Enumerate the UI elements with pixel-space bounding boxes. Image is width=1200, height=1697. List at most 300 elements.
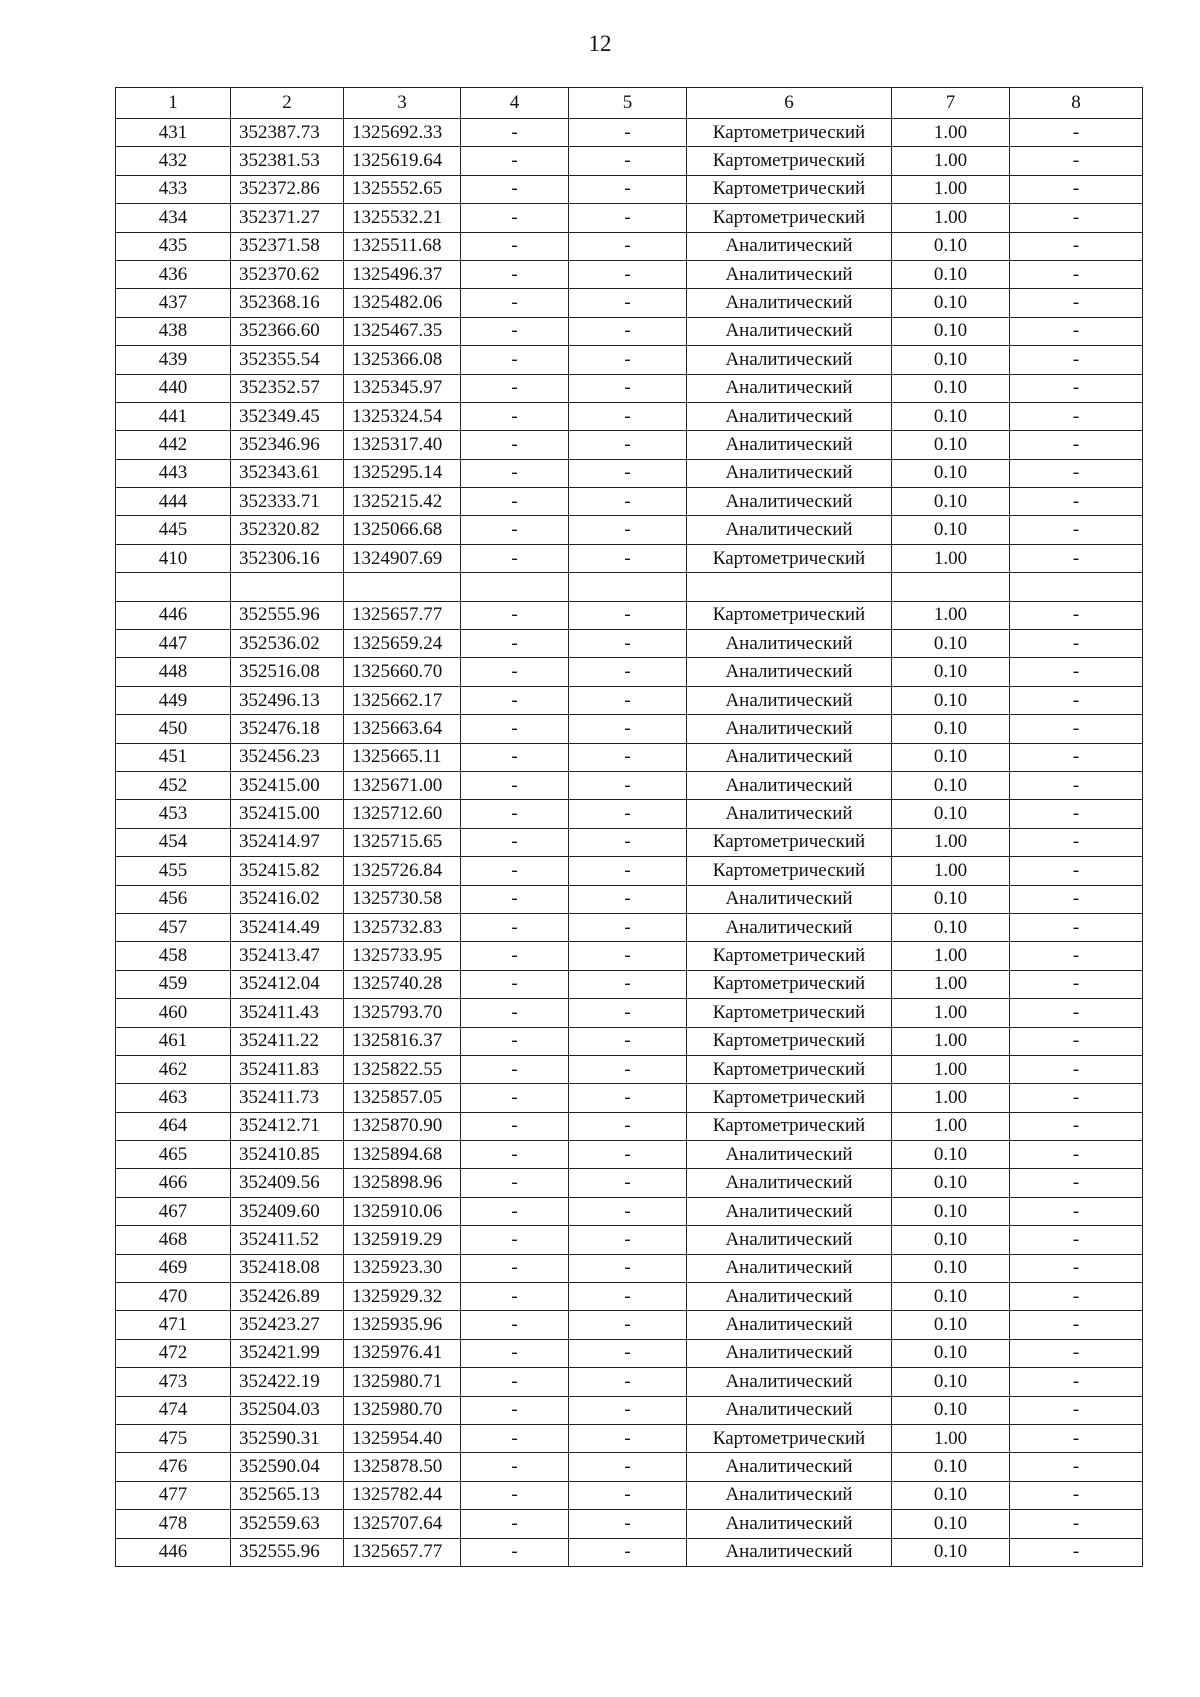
coordinate-x-cell: 352504.03 — [231, 1396, 344, 1424]
point-number-cell: 454 — [116, 828, 231, 856]
col-5-cell: - — [569, 374, 687, 402]
col-4-cell: - — [461, 630, 569, 658]
coordinate-x-cell: 352426.89 — [231, 1283, 344, 1311]
method-cell: Аналитический — [687, 402, 892, 430]
coordinate-x-cell: 352410.85 — [231, 1141, 344, 1169]
point-number-cell: 466 — [116, 1169, 231, 1197]
coordinate-y-cell: 1325324.54 — [344, 402, 461, 430]
coordinate-x-cell: 352411.22 — [231, 1027, 344, 1055]
col-4-cell: - — [461, 459, 569, 487]
col-5-cell: - — [569, 1424, 687, 1452]
col-4-cell: - — [461, 232, 569, 260]
accuracy-cell: 0.10 — [892, 658, 1010, 686]
method-cell: Аналитический — [687, 1481, 892, 1509]
coordinate-x-cell: 352370.62 — [231, 260, 344, 288]
point-number-cell: 472 — [116, 1339, 231, 1367]
coordinate-x-cell: 352555.96 — [231, 601, 344, 629]
point-number-cell: 410 — [116, 544, 231, 572]
col-8-cell: - — [1010, 1112, 1143, 1140]
table-row — [116, 1169, 1143, 1197]
method-cell: Картометрический — [687, 999, 892, 1027]
table-row — [116, 459, 1143, 487]
accuracy-cell: 0.10 — [892, 630, 1010, 658]
accuracy-cell: 0.10 — [892, 743, 1010, 771]
method-cell: Аналитический — [687, 289, 892, 317]
coordinate-y-cell: 1325532.21 — [344, 204, 461, 232]
table-row — [116, 402, 1143, 430]
col-4-cell: - — [461, 289, 569, 317]
col-8-cell: - — [1010, 374, 1143, 402]
col-4-cell: - — [461, 771, 569, 799]
accuracy-cell: 1.00 — [892, 942, 1010, 970]
col-8-cell: - — [1010, 857, 1143, 885]
accuracy-cell: 1.00 — [892, 857, 1010, 885]
header-cell-4: 4 — [461, 88, 569, 119]
point-number-cell: 440 — [116, 374, 231, 402]
accuracy-cell: 0.10 — [892, 1481, 1010, 1509]
col-8-cell: - — [1010, 544, 1143, 572]
coordinate-y-cell: 1325730.58 — [344, 885, 461, 913]
point-number-cell: 438 — [116, 317, 231, 345]
coordinate-x-cell: 352456.23 — [231, 743, 344, 771]
col-5-cell: - — [569, 771, 687, 799]
col-4-cell: - — [461, 1169, 569, 1197]
coordinate-y-cell: 1325066.68 — [344, 516, 461, 544]
col-5-cell: - — [569, 1368, 687, 1396]
header-cell-3: 3 — [344, 88, 461, 119]
accuracy-cell: 1.00 — [892, 147, 1010, 175]
table-row — [116, 658, 1143, 686]
accuracy-cell: 0.10 — [892, 488, 1010, 516]
point-number-cell: 443 — [116, 459, 231, 487]
table-row — [116, 1311, 1143, 1339]
table-row — [116, 686, 1143, 714]
table-row — [116, 743, 1143, 771]
col-5-cell: - — [569, 1339, 687, 1367]
point-number-cell: 471 — [116, 1311, 231, 1339]
col-8-cell: - — [1010, 232, 1143, 260]
col-5-cell: - — [569, 232, 687, 260]
col-5-cell: - — [569, 715, 687, 743]
point-number-cell: 464 — [116, 1112, 231, 1140]
col-4-cell: - — [461, 1226, 569, 1254]
accuracy-cell: 0.10 — [892, 459, 1010, 487]
method-cell: Аналитический — [687, 630, 892, 658]
coordinate-x-cell: 352416.02 — [231, 885, 344, 913]
col-8-cell: - — [1010, 658, 1143, 686]
col-4-cell: - — [461, 1254, 569, 1282]
accuracy-cell: 0.10 — [892, 1226, 1010, 1254]
coordinate-x-cell: 352414.49 — [231, 913, 344, 941]
accuracy-cell — [892, 573, 1010, 601]
coordinate-x-cell: 352387.73 — [231, 119, 344, 147]
method-cell: Аналитический — [687, 1283, 892, 1311]
coordinate-x-cell: 352346.96 — [231, 431, 344, 459]
coordinate-x-cell: 352366.60 — [231, 317, 344, 345]
col-8-cell: - — [1010, 743, 1143, 771]
col-8-cell: - — [1010, 1141, 1143, 1169]
accuracy-cell: 1.00 — [892, 1112, 1010, 1140]
coordinate-y-cell: 1325919.29 — [344, 1226, 461, 1254]
coordinate-y-cell: 1325923.30 — [344, 1254, 461, 1282]
table-row — [116, 260, 1143, 288]
coordinate-x-cell: 352411.73 — [231, 1084, 344, 1112]
point-number-cell: 446 — [116, 1538, 231, 1566]
point-number-cell — [116, 573, 231, 601]
col-8-cell: - — [1010, 1368, 1143, 1396]
point-number-cell: 475 — [116, 1424, 231, 1452]
point-number-cell: 446 — [116, 601, 231, 629]
coordinate-y-cell: 1325511.68 — [344, 232, 461, 260]
col-4-cell: - — [461, 1424, 569, 1452]
method-cell: Аналитический — [687, 1141, 892, 1169]
method-cell: Аналитический — [687, 346, 892, 374]
col-4-cell: - — [461, 516, 569, 544]
col-5-cell: - — [569, 828, 687, 856]
accuracy-cell: 1.00 — [892, 1084, 1010, 1112]
col-5-cell: - — [569, 1027, 687, 1055]
table-row — [116, 715, 1143, 743]
coordinate-y-cell: 1325910.06 — [344, 1197, 461, 1225]
method-cell: Аналитический — [687, 715, 892, 743]
method-cell — [687, 573, 892, 601]
point-number-cell: 449 — [116, 686, 231, 714]
col-5-cell: - — [569, 1396, 687, 1424]
table-row — [116, 1368, 1143, 1396]
col-4-cell: - — [461, 260, 569, 288]
col-8-cell: - — [1010, 260, 1143, 288]
col-5-cell: - — [569, 970, 687, 998]
table-row — [116, 346, 1143, 374]
col-4-cell: - — [461, 743, 569, 771]
col-5-cell — [569, 573, 687, 601]
col-5-cell: - — [569, 1481, 687, 1509]
col-4-cell: - — [461, 800, 569, 828]
coordinates-table — [115, 87, 1143, 1567]
table-row — [116, 999, 1143, 1027]
point-number-cell: 437 — [116, 289, 231, 317]
coordinate-y-cell: 1325976.41 — [344, 1339, 461, 1367]
coordinate-x-cell: 352306.16 — [231, 544, 344, 572]
header-cell-5: 5 — [569, 88, 687, 119]
col-8-cell: - — [1010, 402, 1143, 430]
col-5-cell: - — [569, 346, 687, 374]
point-number-cell: 457 — [116, 913, 231, 941]
point-number-cell: 448 — [116, 658, 231, 686]
coordinate-y-cell: 1325878.50 — [344, 1453, 461, 1481]
col-4-cell: - — [461, 601, 569, 629]
method-cell: Аналитический — [687, 232, 892, 260]
method-cell: Аналитический — [687, 1453, 892, 1481]
point-number-cell: 439 — [116, 346, 231, 374]
coordinate-x-cell: 352412.71 — [231, 1112, 344, 1140]
col-4-cell: - — [461, 715, 569, 743]
table-row — [116, 1481, 1143, 1509]
coordinate-y-cell: 1325662.17 — [344, 686, 461, 714]
table-row — [116, 374, 1143, 402]
col-4-cell: - — [461, 913, 569, 941]
table-row — [116, 1538, 1143, 1566]
col-8-cell: - — [1010, 459, 1143, 487]
col-8-cell: - — [1010, 1254, 1143, 1282]
coordinate-y-cell: 1325482.06 — [344, 289, 461, 317]
col-5-cell: - — [569, 601, 687, 629]
point-number-cell: 477 — [116, 1481, 231, 1509]
point-number-cell: 468 — [116, 1226, 231, 1254]
table-row — [116, 1254, 1143, 1282]
method-cell: Аналитический — [687, 1169, 892, 1197]
accuracy-cell: 0.10 — [892, 232, 1010, 260]
col-5-cell: - — [569, 630, 687, 658]
method-cell: Аналитический — [687, 1368, 892, 1396]
coordinate-x-cell: 352559.63 — [231, 1510, 344, 1538]
header-cell-8: 8 — [1010, 88, 1143, 119]
coordinate-x-cell: 352414.97 — [231, 828, 344, 856]
col-8-cell — [1010, 573, 1143, 601]
method-cell: Картометрический — [687, 942, 892, 970]
method-cell: Картометрический — [687, 1424, 892, 1452]
table-row — [116, 1084, 1143, 1112]
method-cell: Картометрический — [687, 147, 892, 175]
coordinate-x-cell: 352590.31 — [231, 1424, 344, 1452]
table-row — [116, 828, 1143, 856]
coordinate-x-cell: 352349.45 — [231, 402, 344, 430]
table-row — [116, 1424, 1143, 1452]
coordinate-x-cell: 352496.13 — [231, 686, 344, 714]
col-5-cell: - — [569, 857, 687, 885]
table-row — [116, 1226, 1143, 1254]
method-cell: Картометрический — [687, 857, 892, 885]
col-4-cell: - — [461, 147, 569, 175]
col-8-cell: - — [1010, 942, 1143, 970]
col-8-cell: - — [1010, 1027, 1143, 1055]
col-8-cell: - — [1010, 1283, 1143, 1311]
coordinate-y-cell: 1325692.33 — [344, 119, 461, 147]
method-cell: Аналитический — [687, 800, 892, 828]
col-4-cell: - — [461, 1510, 569, 1538]
col-8-cell: - — [1010, 1538, 1143, 1566]
table-row — [116, 232, 1143, 260]
accuracy-cell: 0.10 — [892, 1368, 1010, 1396]
coordinate-y-cell: 1325870.90 — [344, 1112, 461, 1140]
col-8-cell: - — [1010, 516, 1143, 544]
col-4-cell: - — [461, 346, 569, 374]
point-number-cell: 447 — [116, 630, 231, 658]
coordinate-y-cell: 1325732.83 — [344, 913, 461, 941]
col-5-cell: - — [569, 1112, 687, 1140]
coordinate-y-cell: 1325657.77 — [344, 1538, 461, 1566]
coordinate-x-cell: 352371.27 — [231, 204, 344, 232]
point-number-cell: 442 — [116, 431, 231, 459]
coordinate-y-cell: 1325740.28 — [344, 970, 461, 998]
accuracy-cell: 0.10 — [892, 1254, 1010, 1282]
coordinate-x-cell: 352412.04 — [231, 970, 344, 998]
col-5-cell: - — [569, 260, 687, 288]
col-4-cell: - — [461, 1283, 569, 1311]
coordinate-y-cell: 1325317.40 — [344, 431, 461, 459]
col-4-cell: - — [461, 1084, 569, 1112]
col-8-cell: - — [1010, 1055, 1143, 1083]
method-cell: Аналитический — [687, 317, 892, 345]
coordinate-x-cell: 352413.47 — [231, 942, 344, 970]
col-4-cell: - — [461, 999, 569, 1027]
method-cell: Аналитический — [687, 743, 892, 771]
col-8-cell: - — [1010, 1510, 1143, 1538]
col-4-cell: - — [461, 942, 569, 970]
col-8-cell: - — [1010, 1169, 1143, 1197]
table-row — [116, 175, 1143, 203]
col-4-cell: - — [461, 175, 569, 203]
col-5-cell: - — [569, 1254, 687, 1282]
point-number-cell: 451 — [116, 743, 231, 771]
method-cell: Аналитический — [687, 1538, 892, 1566]
point-number-cell: 431 — [116, 119, 231, 147]
coordinate-x-cell: 352536.02 — [231, 630, 344, 658]
coordinate-y-cell: 1325782.44 — [344, 1481, 461, 1509]
table-row — [116, 1283, 1143, 1311]
coordinate-x-cell: 352590.04 — [231, 1453, 344, 1481]
table-row — [116, 942, 1143, 970]
col-5-cell: - — [569, 999, 687, 1027]
table-row — [116, 147, 1143, 175]
accuracy-cell: 0.10 — [892, 1141, 1010, 1169]
coordinate-y-cell: 1325816.37 — [344, 1027, 461, 1055]
coordinate-y-cell: 1325660.70 — [344, 658, 461, 686]
method-cell: Аналитический — [687, 1311, 892, 1339]
accuracy-cell: 0.10 — [892, 1396, 1010, 1424]
coordinate-y-cell: 1325619.64 — [344, 147, 461, 175]
coordinate-x-cell — [231, 573, 344, 601]
col-8-cell: - — [1010, 204, 1143, 232]
col-8-cell: - — [1010, 970, 1143, 998]
method-cell: Аналитический — [687, 431, 892, 459]
coordinate-y-cell: 1325712.60 — [344, 800, 461, 828]
col-5-cell: - — [569, 1510, 687, 1538]
col-4-cell: - — [461, 1396, 569, 1424]
coordinate-x-cell: 352409.60 — [231, 1197, 344, 1225]
coordinate-y-cell: 1325552.65 — [344, 175, 461, 203]
coordinate-y-cell: 1325822.55 — [344, 1055, 461, 1083]
coordinate-x-cell: 352411.83 — [231, 1055, 344, 1083]
table-row — [116, 1027, 1143, 1055]
coordinate-y-cell — [344, 573, 461, 601]
header-cell-7: 7 — [892, 88, 1010, 119]
point-number-cell: 473 — [116, 1368, 231, 1396]
accuracy-cell: 0.10 — [892, 1510, 1010, 1538]
coordinate-y-cell: 1325663.64 — [344, 715, 461, 743]
col-8-cell: - — [1010, 1424, 1143, 1452]
table-row — [116, 573, 1143, 601]
accuracy-cell: 0.10 — [892, 1169, 1010, 1197]
col-8-cell: - — [1010, 147, 1143, 175]
coordinate-y-cell: 1325657.77 — [344, 601, 461, 629]
method-cell: Картометрический — [687, 204, 892, 232]
point-number-cell: 432 — [116, 147, 231, 175]
coordinate-x-cell: 352371.58 — [231, 232, 344, 260]
col-8-cell: - — [1010, 913, 1143, 941]
accuracy-cell: 0.10 — [892, 317, 1010, 345]
col-8-cell: - — [1010, 346, 1143, 374]
method-cell: Картометрический — [687, 119, 892, 147]
method-cell: Картометрический — [687, 970, 892, 998]
col-5-cell: - — [569, 1197, 687, 1225]
table-row — [116, 1112, 1143, 1140]
method-cell: Картометрический — [687, 828, 892, 856]
point-number-cell: 478 — [116, 1510, 231, 1538]
coordinate-y-cell: 1325857.05 — [344, 1084, 461, 1112]
col-5-cell: - — [569, 431, 687, 459]
table-row — [116, 119, 1143, 147]
point-number-cell: 465 — [116, 1141, 231, 1169]
method-cell: Аналитический — [687, 686, 892, 714]
col-5-cell: - — [569, 544, 687, 572]
accuracy-cell: 1.00 — [892, 999, 1010, 1027]
coordinate-y-cell: 1325295.14 — [344, 459, 461, 487]
accuracy-cell: 1.00 — [892, 544, 1010, 572]
col-5-cell: - — [569, 119, 687, 147]
point-number-cell: 461 — [116, 1027, 231, 1055]
accuracy-cell: 0.10 — [892, 346, 1010, 374]
col-4-cell: - — [461, 686, 569, 714]
point-number-cell: 460 — [116, 999, 231, 1027]
accuracy-cell: 0.10 — [892, 516, 1010, 544]
method-cell: Картометрический — [687, 1084, 892, 1112]
table-row — [116, 885, 1143, 913]
coordinate-x-cell: 352355.54 — [231, 346, 344, 374]
table-row — [116, 601, 1143, 629]
point-number-cell: 436 — [116, 260, 231, 288]
coordinate-y-cell: 1325707.64 — [344, 1510, 461, 1538]
accuracy-cell: 0.10 — [892, 260, 1010, 288]
coordinate-x-cell: 352476.18 — [231, 715, 344, 743]
point-number-cell: 467 — [116, 1197, 231, 1225]
table-row — [116, 771, 1143, 799]
col-4-cell: - — [461, 1311, 569, 1339]
col-5-cell: - — [569, 1084, 687, 1112]
coordinate-x-cell: 352555.96 — [231, 1538, 344, 1566]
accuracy-cell: 0.10 — [892, 1197, 1010, 1225]
coordinate-y-cell: 1325793.70 — [344, 999, 461, 1027]
table-row — [116, 1339, 1143, 1367]
accuracy-cell: 0.10 — [892, 431, 1010, 459]
accuracy-cell: 1.00 — [892, 1055, 1010, 1083]
col-8-cell: - — [1010, 317, 1143, 345]
coordinate-y-cell: 1325898.96 — [344, 1169, 461, 1197]
table-row — [116, 857, 1143, 885]
coordinate-x-cell: 352423.27 — [231, 1311, 344, 1339]
col-5-cell: - — [569, 942, 687, 970]
coordinate-x-cell: 352421.99 — [231, 1339, 344, 1367]
accuracy-cell: 0.10 — [892, 1283, 1010, 1311]
col-4-cell: - — [461, 1141, 569, 1169]
col-5-cell: - — [569, 1283, 687, 1311]
point-number-cell: 433 — [116, 175, 231, 203]
col-5-cell: - — [569, 800, 687, 828]
col-8-cell: - — [1010, 800, 1143, 828]
col-5-cell: - — [569, 913, 687, 941]
col-4-cell: - — [461, 1538, 569, 1566]
point-number-cell: 462 — [116, 1055, 231, 1083]
col-8-cell: - — [1010, 119, 1143, 147]
method-cell: Аналитический — [687, 488, 892, 516]
coordinate-y-cell: 1325496.37 — [344, 260, 461, 288]
method-cell: Картометрический — [687, 601, 892, 629]
col-4-cell: - — [461, 1027, 569, 1055]
accuracy-cell: 0.10 — [892, 686, 1010, 714]
table-row — [116, 1197, 1143, 1225]
method-cell: Аналитический — [687, 459, 892, 487]
coordinate-x-cell: 352418.08 — [231, 1254, 344, 1282]
